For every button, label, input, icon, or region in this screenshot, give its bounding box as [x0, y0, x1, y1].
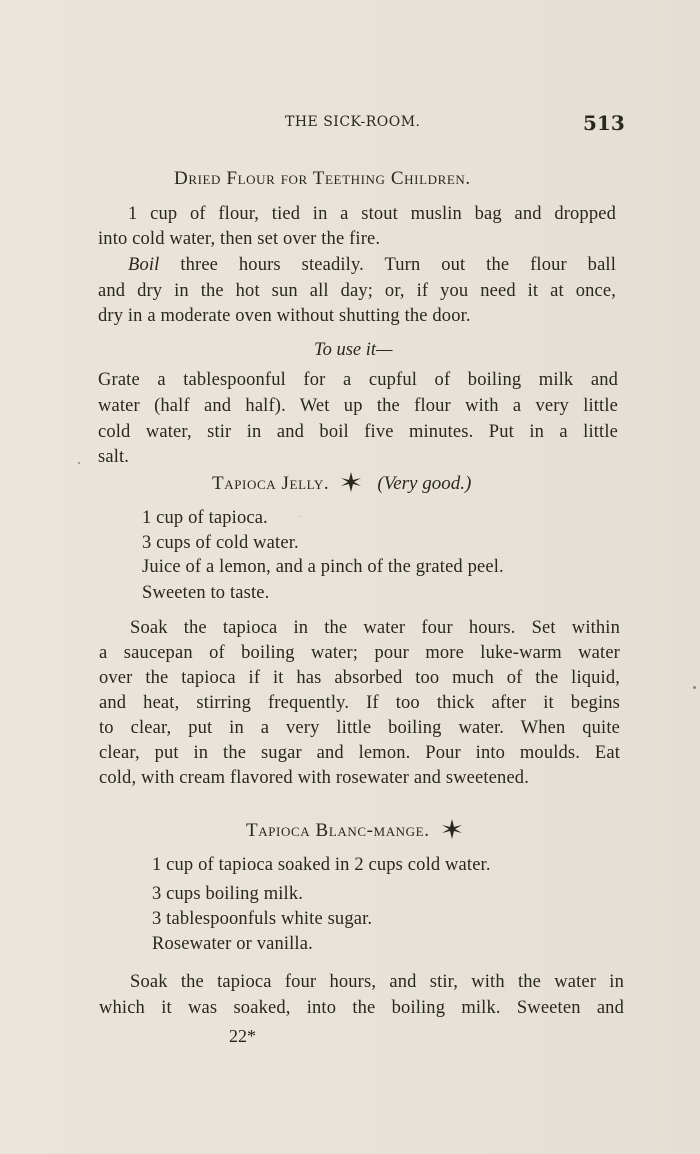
paragraph-line: which it was soaked, into the boiling milk. Sweeten and	[99, 998, 624, 1018]
running-head: THE SICK-ROOM.	[285, 114, 421, 130]
recipe-title-dried-flour: Dried Flour for Teething Children.	[174, 168, 471, 189]
paragraph-line: clear, put in the sugar and lemon. Pour into moulds. Eat	[99, 743, 620, 763]
paragraph-line: a saucepan of boiling water; pour more luke-warm water	[99, 643, 620, 663]
paragraph-line: over the tapioca if it has absorbed too much of the liquid,	[99, 668, 620, 688]
recipe-title-text: Tapioca Blanc-mange.	[246, 820, 430, 841]
paragraph-line: water (half and half). Wet up the flour with a very little	[98, 396, 618, 416]
paper-speck	[693, 686, 696, 689]
paragraph-line: salt.	[98, 447, 130, 467]
maltese-cross-icon	[441, 818, 463, 840]
paragraph-line: cold, with cream flavored with rosewater and sweetened.	[99, 768, 529, 788]
paragraph-line: to clear, put in a very little boiling water. When quite	[99, 718, 620, 738]
paragraph-line: and dry in the hot sun all day; or, if you need it at once,	[98, 281, 616, 301]
recipe-title-tapioca-jelly	[212, 471, 471, 495]
ingredient-line: Sweeten to taste.	[142, 583, 270, 603]
paragraph-line: into cold water, then set over the fire.	[98, 229, 381, 249]
paragraph-line: Soak the tapioca four hours, and stir, with the water in	[130, 972, 624, 992]
ingredient-line: 1 cup of tapioca.	[142, 508, 268, 528]
paragraph-line	[128, 255, 616, 276]
ingredient-line: 3 cups boiling milk.	[152, 884, 303, 904]
paragraph-line: Grate a tablespoonful for a cupful of boiling milk and	[98, 370, 618, 390]
paragraph-line: 1 cup of flour, tied in a stout muslin bag and dropped	[128, 204, 616, 224]
paragraph-line: Soak the tapioca in the water four hours. Set within	[130, 618, 620, 638]
recipe-title-tapioca-blanc-mange	[246, 818, 469, 842]
recipe-title-text: Tapioca Jelly.	[212, 473, 330, 494]
line-text: three hours steadily. Turn out the flour ball	[180, 255, 617, 275]
emphasis-word: Boil	[128, 255, 160, 275]
paragraph-line: cold water, stir in and boil five minutes. Put in a little	[98, 422, 618, 442]
ingredient-line: 3 cups of cold water.	[142, 533, 299, 553]
ingredient-line: 1 cup of tapioca soaked in 2 cups cold water.	[152, 855, 491, 875]
recipe-note: (Very good.)	[377, 473, 472, 494]
paper-speck	[78, 462, 80, 464]
paragraph-line: and heat, stirring frequently. If too thick after it begins	[99, 693, 620, 713]
ingredient-line: Rosewater or vanilla.	[152, 934, 313, 954]
ingredient-line: Juice of a lemon, and a pinch of the grated peel.	[142, 557, 504, 577]
page-number: 513	[583, 111, 625, 135]
subheading-to-use-it: To use it—	[314, 340, 393, 360]
paragraph-line: dry in a moderate oven without shutting the door.	[98, 306, 471, 326]
maltese-cross-icon	[340, 471, 362, 493]
signature-mark: 22*	[229, 1026, 256, 1046]
ingredient-line: 3 tablespoonfuls white sugar.	[152, 909, 373, 929]
paper-speck	[300, 516, 301, 517]
